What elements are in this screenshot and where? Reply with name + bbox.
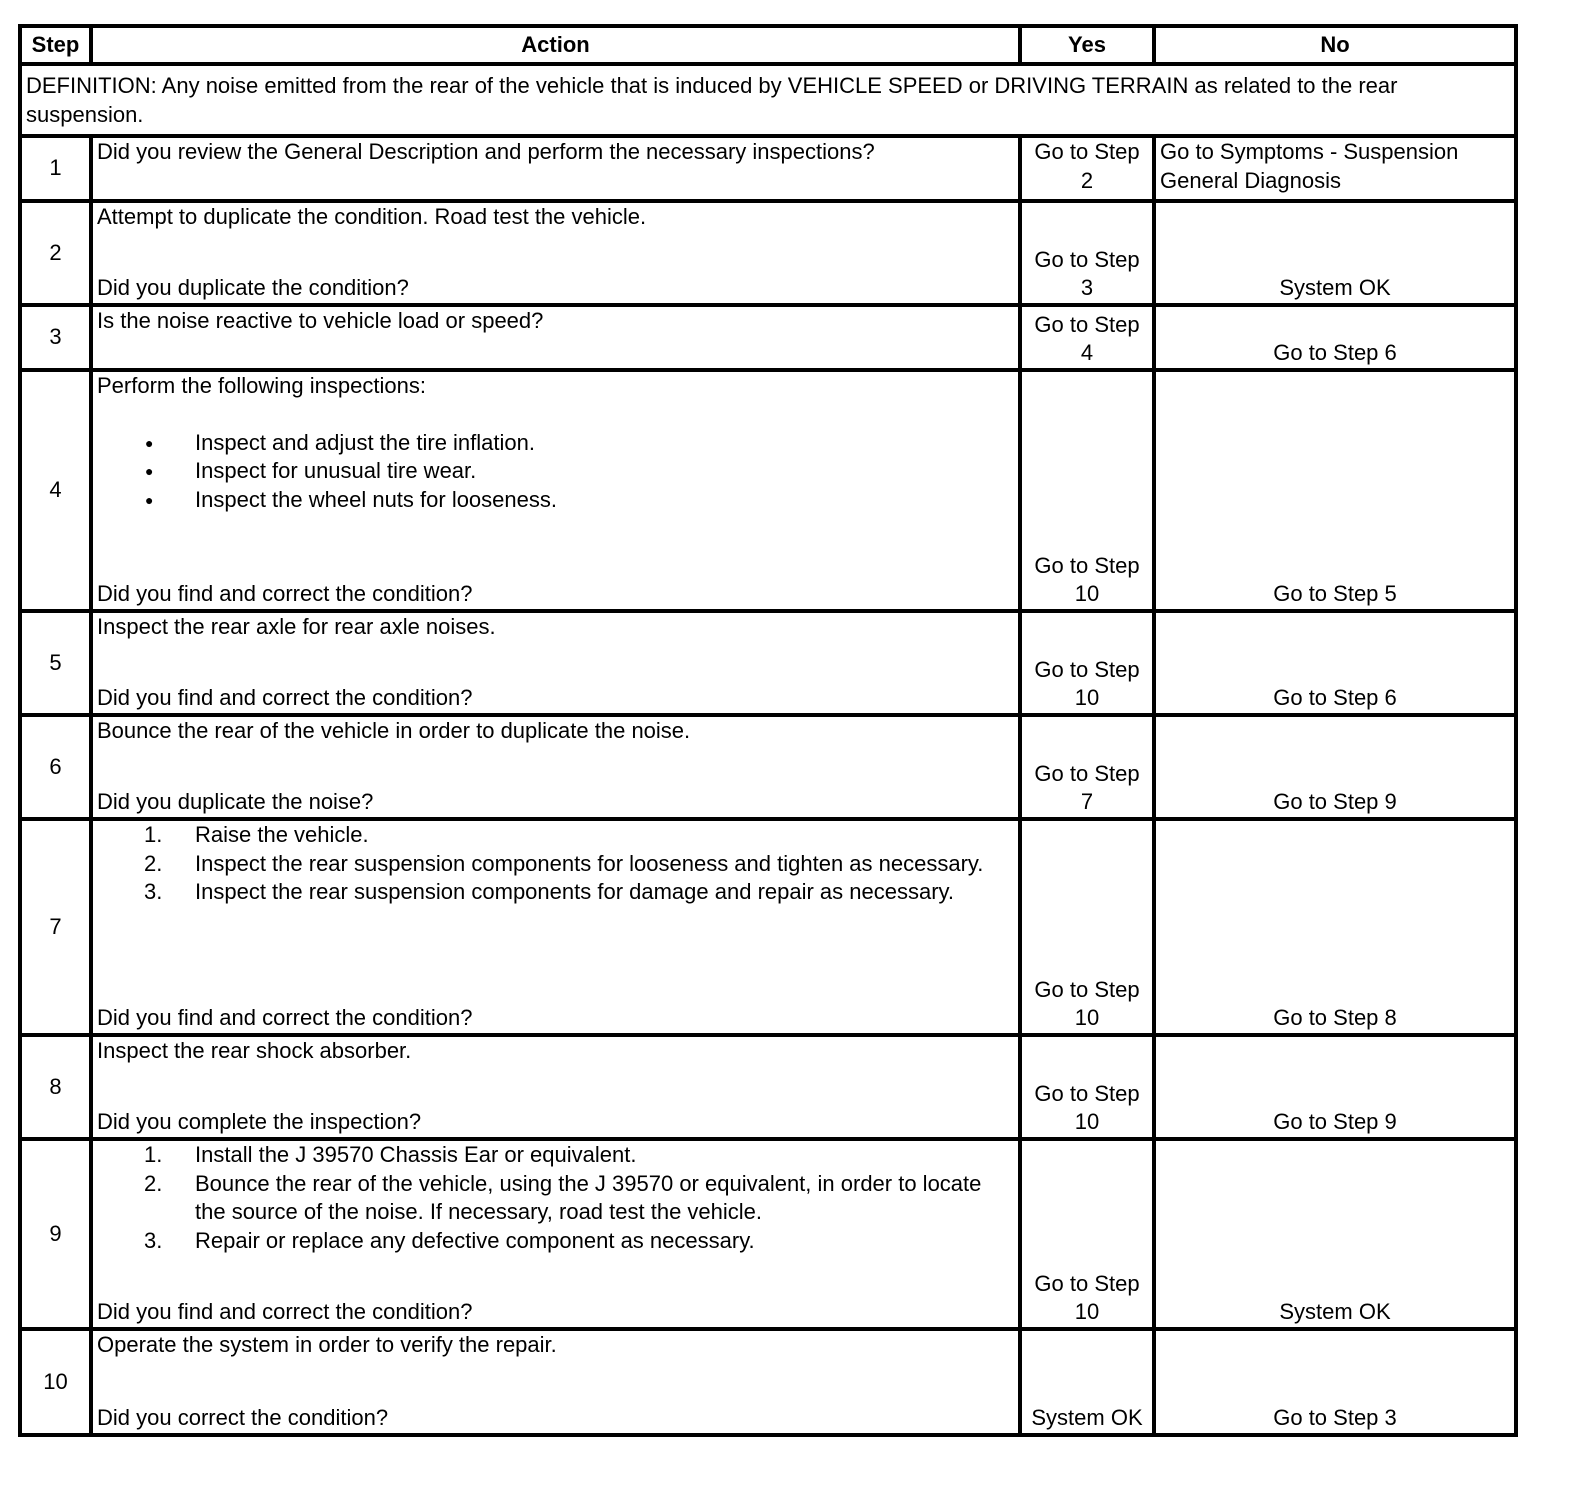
step-number: 2 [20,201,91,305]
diagnostic-table [18,24,1518,1437]
numbered-item: 1. Install the J 39570 Chassis Ear or equivalent. [144,1142,637,1167]
step-row [20,1035,1516,1139]
action-question: Did you find and correct the condition? [97,685,473,711]
header-action: Action [91,26,1020,64]
yes-result: Go to Step 2 [1020,136,1154,201]
action-cell [91,370,1020,611]
step-number: 7 [20,819,91,1035]
yes-result: Go to Step 10 [1020,1035,1154,1139]
action-question: Did you duplicate the noise? [97,789,374,815]
action-cell [91,1139,1020,1329]
numbered-item: 3. Inspect the rear suspension components for damage and repair as necessary. [144,879,955,905]
yes-result: Go to Step 4 [1020,305,1154,370]
definition-row [20,64,1516,136]
no-result: System OK [1154,201,1516,305]
action-text: Attempt to duplicate the condition. Road test the vehicle. [97,204,647,229]
yes-result: Go to Step 10 [1020,819,1154,1035]
action-question: Did you duplicate the condition? [97,275,409,301]
action-question: Did you find and correct the condition? [97,1005,473,1031]
numbered-item: 1. Raise the vehicle. [144,822,369,847]
no-result: System OK [1154,1139,1516,1329]
action-text: Did you review the General Description and perform the necessary inspections? [97,139,875,164]
no-result: Go to Step 9 [1154,1035,1516,1139]
definition: DEFINITION: Any noise emitted from the rear of the vehicle that is induced by VEHICLE SPEED or DRIVING TERRAIN as related to the rear suspension. [20,64,1516,136]
action-cell [91,305,1020,370]
header-row [20,26,1516,64]
step-number: 8 [20,1035,91,1139]
no-result: Go to Step 6 [1154,305,1516,370]
no-result: Go to Step 3 [1154,1329,1516,1435]
action-cell [91,611,1020,715]
step-number: 1 [20,136,91,201]
yes-result: Go to Step 7 [1020,715,1154,819]
yes-result: Go to Step 10 [1020,1139,1154,1329]
step-number: 3 [20,305,91,370]
action-text: Perform the following inspections: [97,373,426,398]
step-row [20,611,1516,715]
action-question: Did you complete the inspection? [97,1109,422,1135]
action-cell [91,1035,1020,1139]
action-question: Did you correct the condition? [97,1405,389,1431]
header-yes: Yes [1020,26,1154,64]
action-cell [91,1329,1020,1435]
action-text: Inspect the rear axle for rear axle noises. [97,614,496,639]
yes-result: Go to Step 10 [1020,370,1154,611]
step-number: 9 [20,1139,91,1329]
step-number: 6 [20,715,91,819]
numbered-item: 3. Repair or replace any defective component as necessary. [144,1227,755,1253]
step-row [20,136,1516,201]
header-step: Step [20,26,91,64]
yes-result: System OK [1020,1329,1154,1435]
step-row [20,201,1516,305]
no-result: Go to Step 8 [1154,819,1516,1035]
no-result: Go to Step 6 [1154,611,1516,715]
action-cell [91,136,1020,201]
bullet-list [97,429,1014,515]
numbered-list [97,1141,1014,1255]
yes-result: Go to Step 10 [1020,611,1154,715]
bullet-item: ● Inspect for unusual tire wear. [97,457,1014,486]
bullet-item: ● Inspect and adjust the tire inflation. [97,429,1014,458]
action-cell [91,201,1020,305]
step-row [20,819,1516,1035]
header-no: No [1154,26,1516,64]
step-number: 10 [20,1329,91,1435]
action-text: Is the noise reactive to vehicle load or speed? [97,308,544,333]
step-row [20,1139,1516,1329]
action-cell [91,715,1020,819]
step-row [20,1329,1516,1435]
numbered-list [97,821,1014,907]
step-number: 4 [20,370,91,611]
step-row [20,715,1516,819]
bullet-item: ● Inspect the wheel nuts for looseness. [97,486,1014,515]
action-text: Operate the system in order to verify the repair. [97,1332,557,1357]
action-text: Inspect the rear shock absorber. [97,1038,412,1063]
numbered-item: 2. Bounce the rear of the vehicle, using the J 39570 or equivalent, in order to locate the source of the noise. If necessary, road test the vehicle. [144,1170,982,1225]
no-result: Go to Symptoms - Suspension General Diagnosis [1154,136,1516,201]
step-number: 5 [20,611,91,715]
numbered-item: 2. Inspect the rear suspension components for looseness and tighten as necessary. [144,850,984,876]
action-text: Bounce the rear of the vehicle in order to duplicate the noise. [97,718,691,743]
step-row [20,305,1516,370]
action-question: Did you find and correct the condition? [97,1299,473,1325]
action-cell [91,819,1020,1035]
action-question: Did you find and correct the condition? [97,581,473,607]
no-result: Go to Step 5 [1154,370,1516,611]
no-result: Go to Step 9 [1154,715,1516,819]
yes-result: Go to Step 3 [1020,201,1154,305]
step-row [20,370,1516,611]
